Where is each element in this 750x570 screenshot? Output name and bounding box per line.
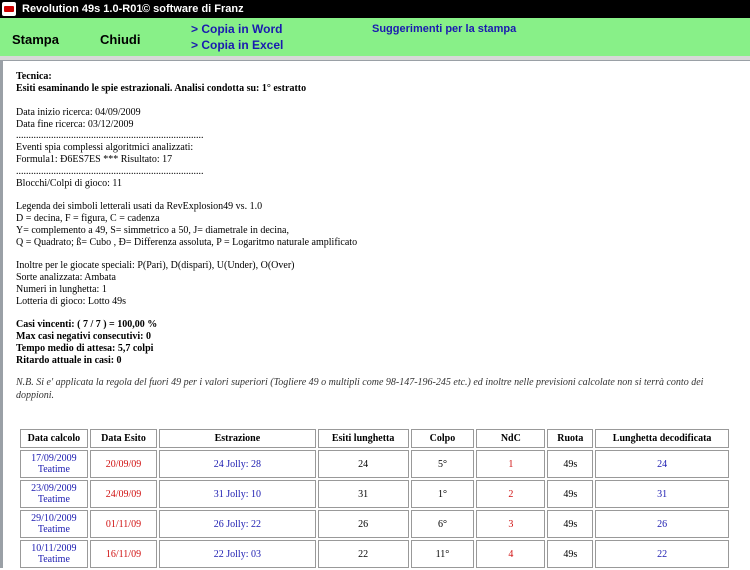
title-bar bbox=[0, 0, 750, 18]
legenda-line-3: Q = Quadrato; ß= Cubo , Ð= Differenza assoluta, P = Logaritmo naturale amplificato bbox=[16, 237, 358, 248]
max-casi-negativi: Max casi negativi consecutivi: 0 bbox=[16, 331, 151, 342]
data-calcolo-teatime: Teatime bbox=[37, 494, 70, 505]
cell-ndc: 1 bbox=[476, 450, 545, 478]
header-data-calcolo: Data calcolo bbox=[20, 429, 88, 448]
cell-ndc: 4 bbox=[476, 540, 545, 568]
cell-estrazione: 22 Jolly: 03 bbox=[159, 540, 315, 568]
cell-lunghetta-decodificata: 26 bbox=[595, 510, 729, 538]
tecnica-label: Tecnica: bbox=[16, 71, 52, 82]
table-header-row bbox=[20, 429, 729, 448]
data-inizio-ricerca: Data inizio ricerca: 04/09/2009 bbox=[16, 107, 141, 118]
ritardo-attuale: Ritardo attuale in casi: 0 bbox=[16, 355, 122, 366]
nota-bene: N.B. Si e' applicata la regola del fuori 49 per i valori superiori (Togliere 49 o multipli come 98-147-196-245 etc.) ed inoltre nelle previsioni calcolate non si terrà conto dei doppioni. bbox=[16, 377, 704, 401]
cell-lunghetta-decodificata: 22 bbox=[595, 540, 729, 568]
cell-esiti-lunghetta: 24 bbox=[318, 450, 409, 478]
data-calcolo-teatime: Teatime bbox=[37, 524, 70, 535]
cell-data-esito: 24/09/09 bbox=[90, 480, 158, 508]
header-lunghetta-decodificata: Lunghetta decodificata bbox=[595, 429, 729, 448]
cell-data-esito: 01/11/09 bbox=[90, 510, 158, 538]
report-content bbox=[0, 60, 750, 568]
table-row bbox=[20, 450, 729, 478]
blocchi-colpi: Blocchi/Colpi di gioco: 11 bbox=[16, 178, 123, 189]
eventi-spia-label: Eventi spia complessi algoritmici analizzati: bbox=[16, 142, 194, 153]
cell-data-calcolo bbox=[20, 480, 88, 508]
data-calcolo-date: 17/09/2009 bbox=[31, 453, 77, 464]
table-row bbox=[20, 510, 729, 538]
cell-ndc: 3 bbox=[476, 510, 545, 538]
cell-lunghetta-decodificata: 24 bbox=[595, 450, 729, 478]
cell-estrazione: 24 Jolly: 28 bbox=[159, 450, 315, 478]
cell-ruota: 49s bbox=[547, 480, 593, 508]
data-calcolo-date: 23/09/2009 bbox=[31, 483, 77, 494]
header-estrazione: Estrazione bbox=[159, 429, 315, 448]
cell-colpo: 11° bbox=[411, 540, 474, 568]
suggerimenti-stampa-link[interactable]: Suggerimenti per la stampa bbox=[372, 23, 517, 35]
dotted-separator-2: ........................................................................... bbox=[16, 166, 204, 177]
header-esiti-lunghetta: Esiti lunghetta bbox=[318, 429, 409, 448]
numeri-lunghetta: Numeri in lunghetta: 1 bbox=[16, 284, 107, 295]
cell-estrazione: 26 Jolly: 22 bbox=[159, 510, 315, 538]
cell-ruota: 49s bbox=[547, 510, 593, 538]
legenda-line-1: D = decina, F = figura, C = cadenza bbox=[16, 213, 160, 224]
cell-data-esito: 16/11/09 bbox=[90, 540, 158, 568]
cell-esiti-lunghetta: 31 bbox=[318, 480, 409, 508]
cell-data-calcolo bbox=[20, 510, 88, 538]
cell-colpo: 6° bbox=[411, 510, 474, 538]
formula-result: Formula1: Ð6ES7ES *** Risultato: 17 bbox=[16, 154, 173, 165]
app-icon bbox=[2, 2, 16, 16]
legenda-title: Legenda dei simboli letterali usati da RevExplosion49 vs. 1.0 bbox=[16, 201, 263, 212]
toolbar bbox=[0, 18, 750, 56]
cell-estrazione: 31 Jolly: 10 bbox=[159, 480, 315, 508]
data-calcolo-teatime: Teatime bbox=[37, 554, 70, 565]
sorte-analizzata: Sorte analizzata: Ambata bbox=[16, 272, 116, 283]
header-ndc: NdC bbox=[476, 429, 545, 448]
cell-esiti-lunghetta: 22 bbox=[318, 540, 409, 568]
header-ruota: Ruota bbox=[547, 429, 593, 448]
copia-in-excel-link[interactable]: > Copia in Excel bbox=[191, 38, 284, 52]
cell-ruota: 49s bbox=[547, 450, 593, 478]
cell-data-calcolo bbox=[20, 450, 88, 478]
table-row bbox=[20, 540, 729, 568]
legenda-line-2: Y= complemento a 49, S= simmetrico a 50, J= diametrale in decina, bbox=[16, 225, 289, 236]
dotted-separator-1: ........................................................................... bbox=[16, 130, 204, 141]
cell-data-esito: 20/09/09 bbox=[90, 450, 158, 478]
data-calcolo-date: 10/11/2009 bbox=[31, 543, 77, 554]
lotteria-gioco: Lotteria di gioco: Lotto 49s bbox=[16, 296, 126, 307]
tecnica-description: Esiti esaminando le spie estrazionali. Analisi condotta su: 1° estratto bbox=[16, 83, 307, 94]
data-calcolo-teatime: Teatime bbox=[37, 464, 70, 475]
cell-colpo: 5° bbox=[411, 450, 474, 478]
tempo-medio-attesa: Tempo medio di attesa: 5,7 colpi bbox=[16, 343, 154, 354]
cell-colpo: 1° bbox=[411, 480, 474, 508]
casi-vincenti: Casi vincenti: ( 7 / 7 ) = 100,00 % bbox=[16, 319, 158, 330]
chiudi-button[interactable]: Chiudi bbox=[100, 32, 141, 47]
results-table bbox=[18, 427, 731, 570]
cell-lunghetta-decodificata: 31 bbox=[595, 480, 729, 508]
stampa-button[interactable]: Stampa bbox=[12, 32, 59, 47]
window-title: Revolution 49s 1.0-R01 bbox=[22, 3, 143, 15]
header-data-esito: Data Esito bbox=[90, 429, 158, 448]
giocate-speciali: Inoltre per le giocate speciali: P(Pari), D(dispari), U(Under), O(Over) bbox=[16, 260, 295, 271]
cell-ruota: 49s bbox=[547, 540, 593, 568]
cell-data-calcolo bbox=[20, 540, 88, 568]
cell-esiti-lunghetta: 26 bbox=[318, 510, 409, 538]
data-fine-ricerca: Data fine ricerca: 03/12/2009 bbox=[16, 119, 134, 130]
table-row bbox=[20, 480, 729, 508]
cell-ndc: 2 bbox=[476, 480, 545, 508]
data-calcolo-date: 29/10/2009 bbox=[31, 513, 77, 524]
window-copyright: © software di Franz bbox=[142, 3, 244, 15]
header-colpo: Colpo bbox=[411, 429, 474, 448]
copia-in-word-link[interactable]: > Copia in Word bbox=[191, 22, 283, 36]
